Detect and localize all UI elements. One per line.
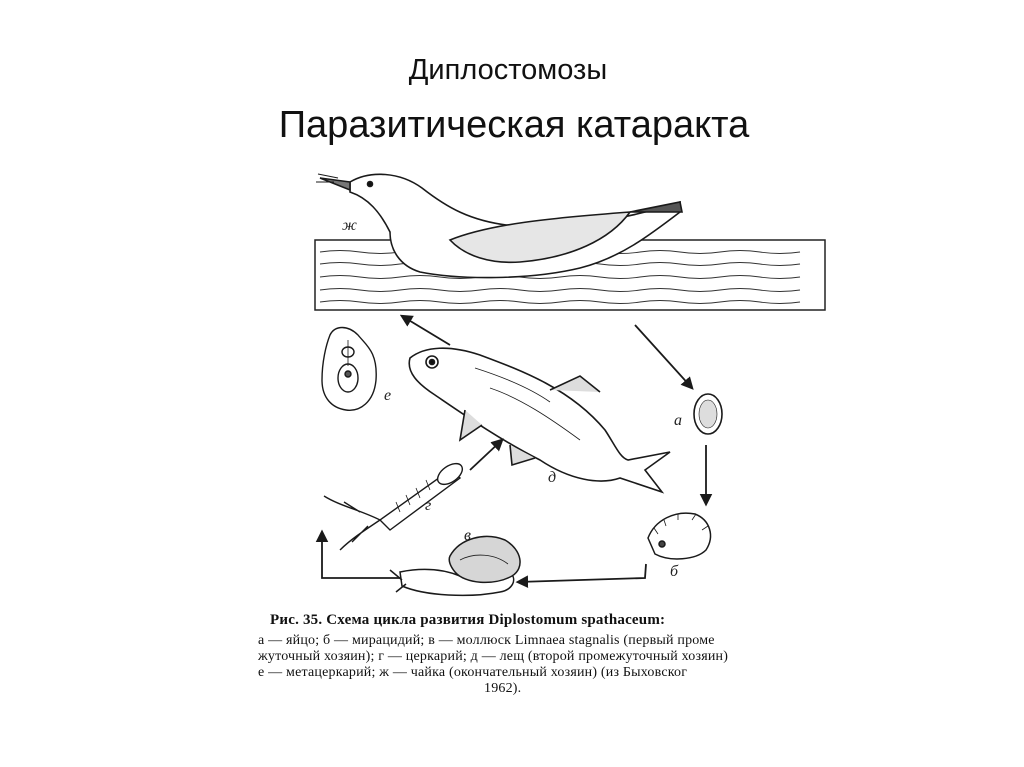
miracidium-illustration <box>648 513 710 559</box>
label-g: г <box>425 497 432 514</box>
slide-title: Диплостомозы <box>408 54 608 86</box>
slide-subtitle: Паразитическая катаракта <box>278 104 750 146</box>
label-d: д <box>548 469 557 486</box>
label-v: в <box>464 527 471 544</box>
label-b: б <box>670 563 679 580</box>
metacercaria-illustration <box>322 328 376 411</box>
figure-caption-title: Рис. 35. Схема цикла развития Diplostomum spathaceum: <box>270 612 666 628</box>
figure-caption-line: жуточный хозяин); г — церкарий; д — лещ (второй промежуточный хозяин) <box>258 649 729 664</box>
figure-caption-line: е — метацеркарий; ж — чайка (окончательный хозяин) (из Быховског <box>258 665 688 680</box>
label-zh: ж <box>342 217 357 234</box>
figure-caption-line: а — яйцо; б — мирацидий; в — моллюск Limnaea stagnalis (первый проме <box>258 633 715 648</box>
figure-caption-line: 1962). <box>484 681 522 696</box>
pond-snail-illustration <box>390 537 520 596</box>
label-a: а <box>674 412 682 429</box>
cercaria-illustration <box>324 459 466 550</box>
label-e: е <box>384 387 392 404</box>
egg-illustration <box>694 394 722 434</box>
